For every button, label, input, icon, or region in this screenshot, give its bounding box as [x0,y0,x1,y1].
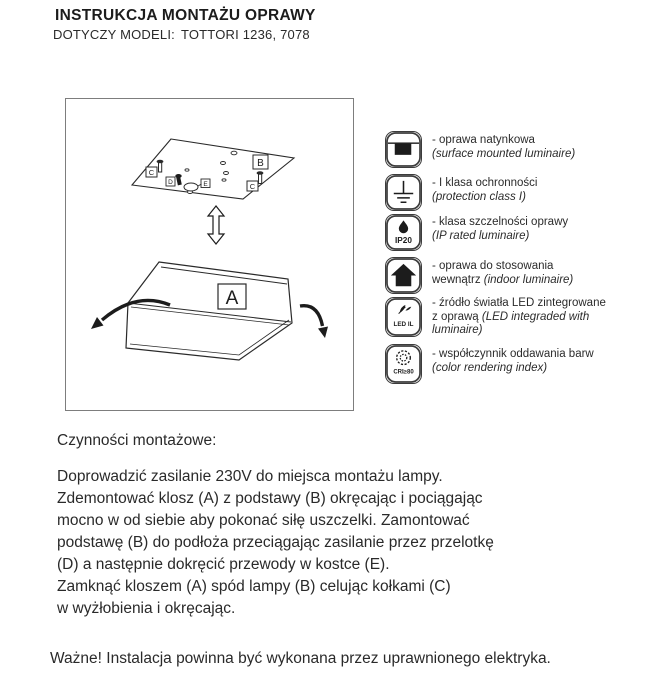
models-value: TOTTORI 1236, 7078 [180,27,310,42]
label-b: B [257,158,264,169]
caption-en: (LED integraded with [481,310,590,323]
led-badge-text: LED IL [393,321,414,329]
legend-caption-protection-class [432,177,647,204]
peg-left [159,162,162,172]
led-integrated-icon [385,297,422,337]
cri-icon [385,344,422,384]
instructions-section [57,432,602,620]
peg-right [259,174,262,184]
instruction-line: w wyżłobienia i okręcając. [57,600,236,617]
legend-caption-led [432,297,647,338]
label-c-left: C [148,168,155,177]
instruction-line: mocno w od siebie aby pokonać siłę uszczelki. Zamontować [57,512,470,529]
legend-row-indoor [385,257,422,299]
page-title: INSTRUKCJA MONTAŻU OPRAWY [55,7,316,24]
assembly-diagram-svg [66,99,353,410]
instruction-line: Zamknąć kloszem (A) spód lampy (B) celując kołkami (C) [57,578,451,595]
legend-row-protection-class [385,174,422,216]
label-d: D [168,179,173,186]
warning-note: Ważne! Instalacja powinna być wykonana przez uprawnionego elektryka. [50,650,551,667]
legend-caption-indoor [432,260,647,287]
cri-badge-text: CRI≥80 [393,369,414,376]
plate-hole [222,179,226,181]
label-c-right: C [249,182,256,191]
indoor-luminaire-icon [385,257,422,294]
label-a: A [225,288,239,309]
legend-caption-cri [432,348,647,375]
caption-en: (IP rated luminaire) [432,229,530,242]
ip-badge-text: IP20 [395,236,412,246]
legend-row-ip-rated [385,214,422,256]
caption-pl: - oprawa natynkowa [432,134,535,146]
surface-mounted-icon [385,131,422,168]
models-label: DOTYCZY MODELI: [53,27,175,42]
caption-line2 [432,274,647,288]
caption-pl: - źródło światła LED zintegrowane [432,297,606,309]
instruction-line: Zdemontować klosz (A) z podstawy (B) okręcając i pociągając [57,490,483,507]
plate-hole [231,151,237,155]
caption-pl: - współczynnik oddawania barw [432,348,594,360]
legend-caption-ip-rated [432,216,647,243]
caption-line2 [432,311,647,325]
caption-pl: - oprawa do stosowania [432,260,554,272]
label-e: E [203,181,208,188]
plate-hole [224,172,229,175]
caption-pl2: wewnątrz [432,273,484,286]
assembly-diagram [65,98,354,411]
instruction-line: Doprowadzić zasilanie 230V do miejsca montażu lampy. [57,468,443,485]
instruction-line: podstawę (B) do podłoża przeciągając zasilanie przez przelotkę [57,534,494,551]
caption-pl: - klasa szczelności oprawy [432,216,569,228]
models-line [53,27,310,42]
peg-right-head [257,171,264,175]
legend-row-surface-mounted [385,131,422,173]
instruction-line: (D) a następnie dokręcić przewody w kostce (E). [57,556,390,573]
caption-en: (indoor luminaire) [483,273,574,286]
caption-en2: luminaire) [432,324,483,336]
caption-en: (surface mounted luminaire) [432,147,576,160]
ip-rating-icon [385,214,422,251]
caption-pl2: z oprawą [432,310,482,323]
legend-row-led [385,297,422,342]
twist-arrow-right [300,306,328,338]
screw-head [175,174,181,178]
legend-caption-surface-mounted [432,134,647,161]
base-plate-drawing [132,139,294,199]
instructions-paragraph [57,466,602,620]
grommet [184,183,198,191]
protection-class-icon [385,174,422,211]
peg-left-head [157,160,164,164]
caption-pl: - I klasa ochronności [432,177,538,189]
caption-en: (protection class I) [432,190,526,203]
up-down-arrow [208,206,224,244]
plate-hole [221,162,226,165]
caption-en: (color rendering index) [432,361,548,374]
plate-hole [185,169,189,171]
lamp-shade-drawing [126,262,292,360]
instructions-heading: Czynności montażowe: [57,432,217,449]
legend-row-cri [385,344,422,389]
